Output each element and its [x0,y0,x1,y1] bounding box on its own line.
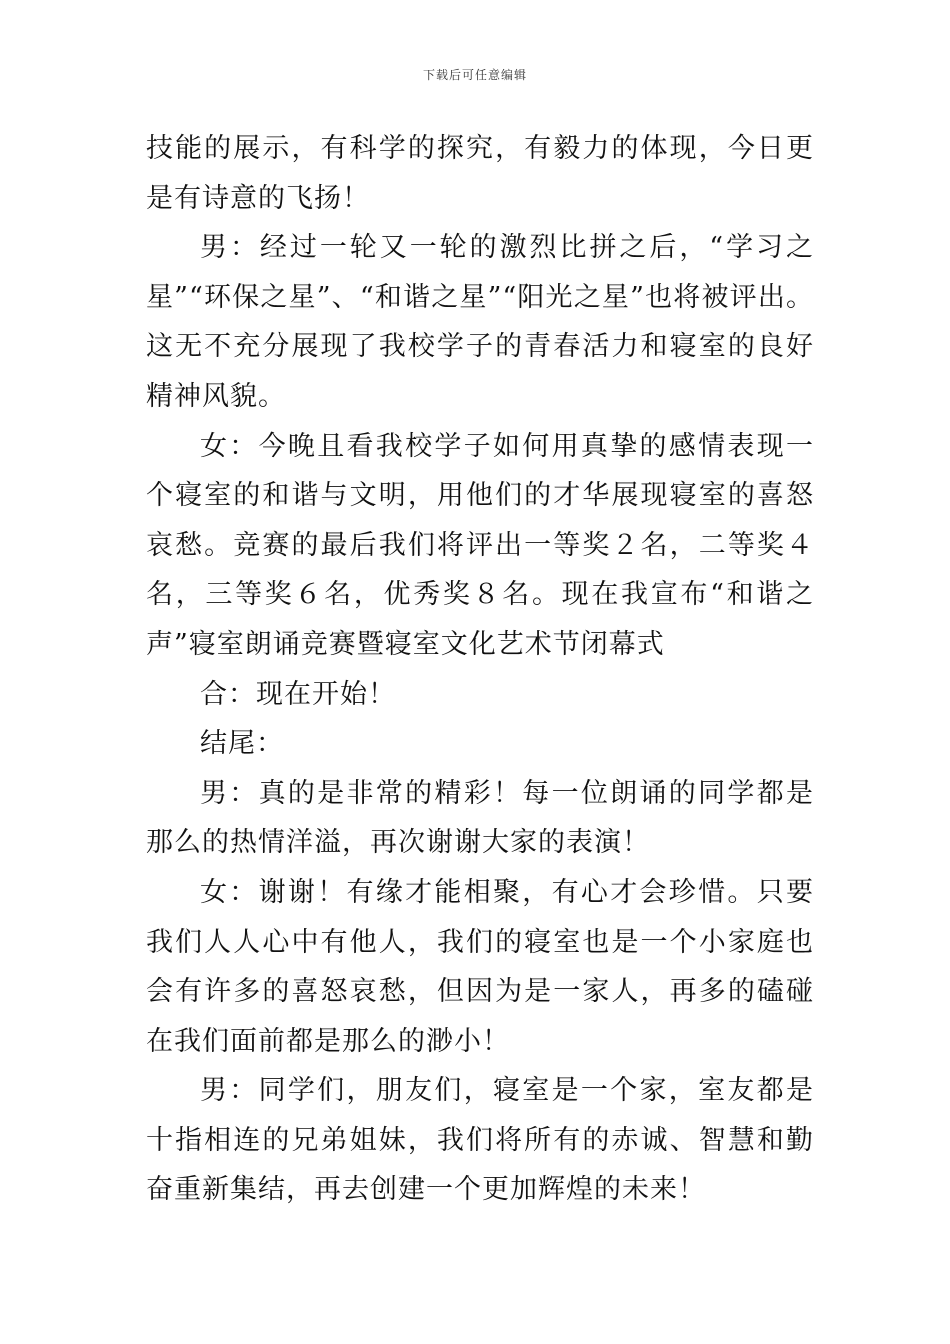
section-heading-ending: 结尾： [200,728,284,760]
paragraph-male-ending: 男：真的是非常的精彩！每一位朗诵的同学都是那么的热情洋溢，再次谢谢大家的表演！ [146,777,814,859]
paragraph-male-closing: 男：同学们，朋友们，寝室是一个家，室友都是十指相连的兄弟姐妹，我们将所有的赤诚、智慧和勤奋重新集结，再去创建一个更加辉煌的未来！ [146,1075,814,1206]
document-body [146,124,814,1215]
paragraph-female-ending: 女：谢谢！有缘才能相聚，有心才会珍惜。只要我们人人心中有他人，我们的寝室也是一个小家庭也会有许多的喜怒哀愁，但因为是一家人，再多的磕碰在我们面前都是那么的渺小！ [146,876,814,1057]
paragraph-continuation: 技能的展示，有科学的探究，有毅力的体现，今日更是有诗意的飞扬！ [146,133,814,214]
page-header: 下载后可任意编辑 [422,68,527,82]
paragraph-together: 合：现在开始！ [200,678,396,710]
paragraph-female-opening: 女：今晚且看我校学子如何用真挚的感情表现一个寝室的和谐与文明，用他们的才华展现寝室的喜怒哀愁。竞赛的最后我们将评出一等奖２名，二等奖４名，三等奖６名，优秀奖８名。现在我宣布“和谐之声”寝室朗诵竞赛暨寝室文化艺术节闭幕式 [146,430,814,660]
paragraph-male-opening: 男：经过一轮又一轮的激烈比拼之后，“学习之星”“环保之星”、“和谐之星”“阳光之星”也将被评出。这无不充分展现了我校学子的青春活力和寝室的良好精神风貌。 [146,232,814,412]
